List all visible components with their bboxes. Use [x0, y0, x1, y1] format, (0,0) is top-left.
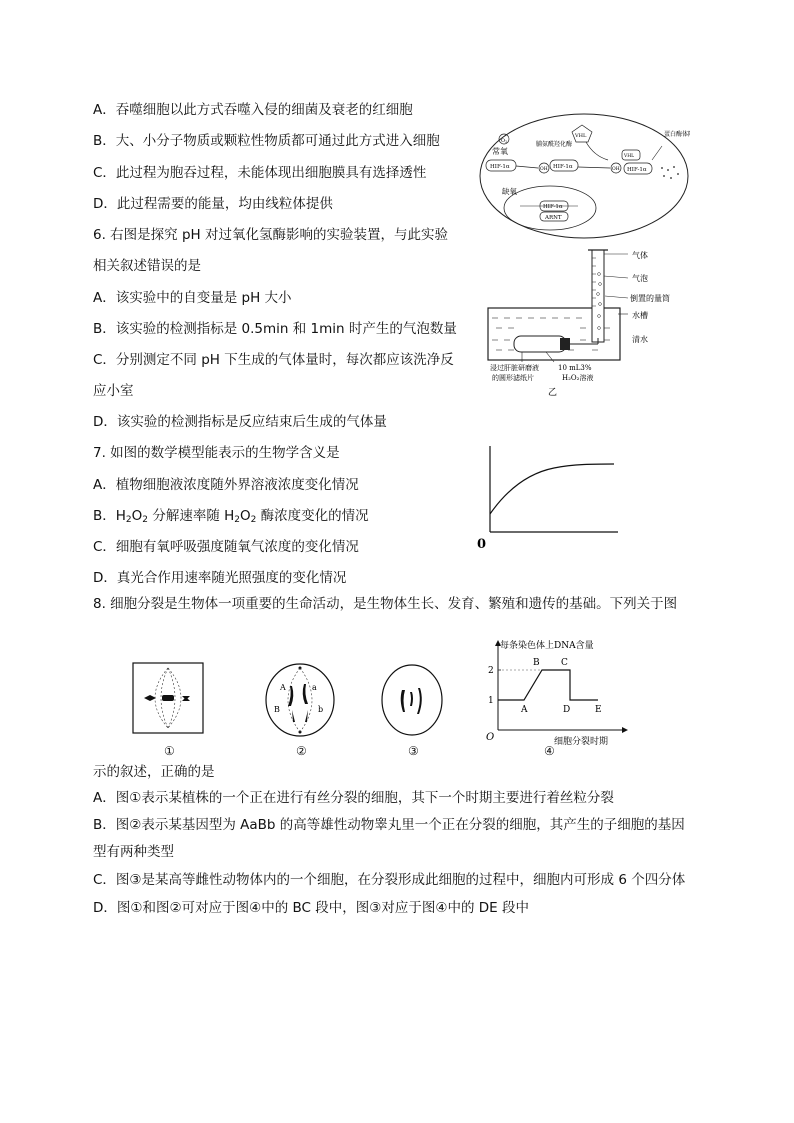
- q8-option-c: C．图③是某高等雌性动物体内的一个细胞，在分裂形成此细胞的过程中，细胞内可形成 6 个四分体: [93, 872, 686, 888]
- chart-point-label: A: [521, 705, 528, 715]
- gene-label-a: a: [312, 683, 317, 692]
- chart-point-label: E: [595, 705, 602, 715]
- cell-figure-1-caption: ①: [164, 744, 175, 758]
- q7-option-a: A．植物细胞液浓度随外界溶液浓度变化情况: [93, 477, 359, 493]
- chromosomes-1: [144, 695, 190, 701]
- q5-option-c: C．此过程为胞吞过程，未能体现出细胞膜具有选择透性: [93, 165, 427, 181]
- normoxia-label: 常氧: [492, 147, 508, 156]
- chamber-stopper: [560, 338, 570, 350]
- chart-ylabel: 每条染色体上DNA含量: [500, 641, 594, 651]
- curve-origin-label: 0: [477, 537, 487, 550]
- label-bubble: 气泡: [632, 274, 648, 283]
- o2-label: $O_2$: [501, 138, 508, 144]
- chart-x-arrow: [622, 727, 628, 733]
- dna-content-chart: [484, 636, 654, 750]
- q6-stem-line2: 相关叙述错误的是: [93, 258, 201, 274]
- label-paper-1: 浸过肝脏研磨液: [490, 364, 539, 372]
- chart-point-label: B: [533, 658, 540, 668]
- q6-option-c-line2: 应小室: [93, 383, 134, 399]
- q6-option-c-line1: C．分别测定不同 pH 下生成的气体量时，每次都应该洗净反: [93, 352, 454, 368]
- figure-caption-yi: 乙: [548, 388, 558, 398]
- reaction-chamber: [514, 336, 566, 352]
- q6-option-d: D．该实验的检测指标是反应结束后生成的气体量: [93, 414, 387, 430]
- q8-option-d: D．图①和图②可对应于图④中的 BC 段中，图③对应于图④中的 DE 段中: [93, 900, 529, 916]
- cell-figure-2: [262, 662, 338, 742]
- gene-label-B: B: [274, 705, 280, 714]
- chart-point-label: C: [561, 658, 568, 668]
- enzyme-label: 脯氨酰羟化酶: [536, 141, 573, 148]
- label-cylinder: 倒置的量筒: [630, 294, 670, 303]
- q8-option-b-line1: B．图②表示某基因型为 AaBb 的高等雄性动物睾丸里一个正在分裂的细胞，其产生的子细胞的基因: [93, 817, 685, 833]
- q5-option-b: B．大、小分子物质或颗粒性物质都可通过此方式进入细胞: [93, 133, 440, 149]
- label-water: 清水: [632, 335, 648, 344]
- saturation-curve: [490, 464, 614, 514]
- vhl-label-2: VHL: [624, 154, 635, 159]
- q6-stem-line1: 6. 右图是探究 pH 对过氧化氢酶影响的实验装置，与此实验: [93, 227, 448, 243]
- cell-figure-3-caption: ③: [408, 744, 419, 758]
- label-h2o2-2: H₂O₂溶液: [562, 374, 594, 382]
- q5-option-d: D．此过程需要的能量，均由线粒体提供: [93, 196, 333, 212]
- hif-label-2: HIF-1α: [553, 164, 573, 170]
- hypoxia-label: 缺氧: [502, 187, 517, 196]
- q7-stem: 7. 如图的数学模型能表示的生物学含义是: [93, 445, 340, 461]
- label-paper-2: 的圆形滤纸片: [492, 374, 534, 382]
- q6-option-b: B．该实验的检测指标是 0.5min 和 1min 时产生的气泡数量: [93, 321, 457, 337]
- hif-pathway-figure: [478, 112, 690, 240]
- saturation-curve-figure: [474, 444, 624, 550]
- degradation-dots: [661, 166, 679, 179]
- chart-origin: O: [486, 732, 495, 743]
- oh-label-2: OH: [612, 167, 620, 172]
- q8-stem-line2: 示的叙述，正确的是: [93, 764, 215, 780]
- hif-label-4: HIF-1α: [543, 204, 563, 210]
- q8-stem-line1: 8. 细胞分裂是生物体一项重要的生命活动，是生物体生长、发育、繁殖和遗传的基础。下列关于图: [93, 596, 678, 612]
- q7-option-c: C．细胞有氧呼吸强度随氧气浓度的变化情况: [93, 539, 359, 555]
- chart-dna-line: [498, 670, 598, 700]
- measuring-cylinder: [592, 250, 604, 342]
- chart-ytick-label: 2: [488, 666, 494, 676]
- centrosomes: [299, 667, 302, 734]
- chromosomes-2: [288, 684, 308, 722]
- oh-label-1: OH: [540, 167, 548, 172]
- proteasome-label: 蛋白酶体: [664, 131, 689, 138]
- hif-label-3: HIF-1α: [627, 167, 647, 173]
- q8-option-b-line2: 型有两种类型: [93, 844, 174, 860]
- q6-option-a: A．该实验中的自变量是 pH 大小: [93, 290, 292, 306]
- apparatus-figure: [484, 244, 694, 402]
- cell-figure-2-caption: ②: [296, 744, 307, 758]
- cell-figure-3: [380, 662, 444, 738]
- gene-label-b: b: [318, 705, 324, 714]
- cell-figure-1: [130, 660, 206, 740]
- hif-label-1: HIF-1α: [490, 164, 510, 170]
- label-h2o2-1: 10 mL3%: [558, 364, 592, 372]
- chart-xlabel: 细胞分裂时期: [554, 737, 609, 747]
- q5-option-a: A．吞噬细胞以此方式吞噬入侵的细菌及衰老的红细胞: [93, 102, 413, 118]
- label-gas: 气体: [632, 251, 648, 260]
- chart-ytick-label: 1: [488, 696, 494, 706]
- q7-option-b: B．$H_2O_2$ 分解速率随 $H_2O_2$ 酶浓度变化的情况: [93, 508, 369, 525]
- animal-cell-membrane: [266, 664, 334, 736]
- label-tank: 水槽: [632, 311, 648, 320]
- chart-point-label: D: [563, 705, 571, 715]
- q7-option-d: D．真光合作用速率随光照强度的变化情况: [93, 570, 347, 586]
- vhl-label-1: VHL: [575, 133, 587, 139]
- cell-figure-4-caption: ④: [544, 744, 555, 758]
- q8-option-a: A．图①表示某植株的一个正在进行有丝分裂的细胞，其下一个时期主要进行着丝粒分裂: [93, 790, 614, 806]
- arnt-label: ARNT: [545, 215, 562, 221]
- gene-label-A: A: [280, 683, 286, 692]
- chromosomes-3: [401, 688, 422, 714]
